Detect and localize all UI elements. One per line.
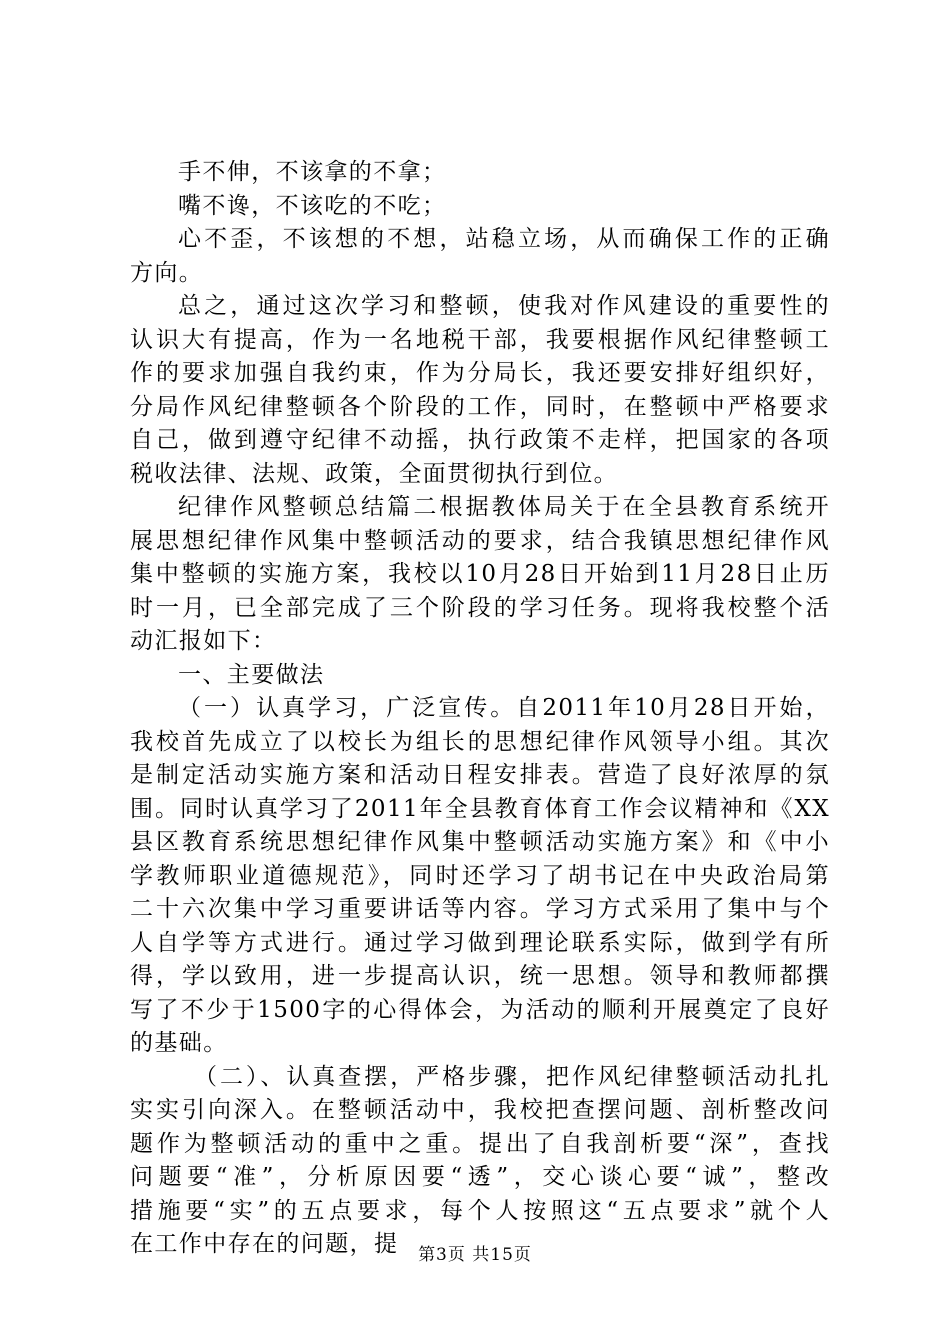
text-line: 的基础。 — [130, 1030, 228, 1056]
page-number-footer: 第3页 共15页 — [418, 1245, 532, 1265]
text-line: 税收法律、法规、政策，全面贯彻执行到位。 — [130, 460, 618, 487]
text-line: 集中整顿的实施方案，我校以10月28日开始到11月28日止历 — [130, 561, 830, 587]
text-line: 时一月，已全部完成了三个阶段的学习任务。现将我校整个活 — [130, 594, 830, 621]
text-line: 纪律作风整顿总结篇二根据教体局关于在全县教育系统开 — [178, 494, 830, 520]
text-line: 措施要“实”的五点要求，每个人按照这“五点要求”就个人 — [130, 1197, 830, 1224]
text-line: 我校首先成立了以校长为组长的思想纪律作风领导小组。其次 — [130, 728, 830, 755]
text-line: 总之，通过这次学习和整顿，使我对作风建设的重要性的 — [178, 293, 830, 319]
text-line: 分局作风纪律整顿各个阶段的工作，同时，在整顿中严格要求 — [130, 393, 830, 420]
text-line: 问题要“准”，分析原因要“透”，交心谈心要“诚”，整改 — [130, 1164, 830, 1190]
text-line: 自己，做到遵守纪律不动摇，执行政策不走样，把国家的各项 — [130, 427, 830, 453]
text-line: （一）认真学习，广泛宣传。自2011年10月28日开始， — [178, 695, 830, 721]
text-line: 实实引向深入。在整顿活动中，我校把查摆问题、剖析整改问 — [130, 1097, 830, 1123]
text-line: 嘴不谗，不该吃的不吃； — [178, 192, 447, 219]
text-line: 方向。 — [130, 259, 204, 286]
document-body — [130, 156, 830, 1262]
text-line: 认识大有提高，作为一名地税干部，我要根据作风纪律整顿工 — [130, 326, 830, 353]
text-line: 人自学等方式进行。通过学习做到理论联系实际，做到学有所 — [130, 929, 830, 956]
text-line: 写了不少于1500字的心得体会，为活动的顺利开展奠定了良好 — [130, 996, 830, 1023]
text-line: （二）、认真查摆，严格步骤，把作风纪律整顿活动扎扎 — [194, 1063, 830, 1090]
text-line: 围。同时认真学习了2011年全县教育体育工作会议精神和《XX — [130, 795, 830, 822]
text-line: 心不歪，不该想的不想，站稳立场，从而确保工作的正确 — [178, 226, 830, 252]
text-line: 作的要求加强自我约束，作为分局长，我还要安排好组织好， — [130, 360, 830, 386]
text-line: 县区教育系统思想纪律作风集中整顿活动实施方案》和《中小 — [130, 829, 830, 855]
text-line: 题作为整顿活动的重中之重。提出了自我剖析要“深”，查找 — [130, 1130, 830, 1157]
text-line: 展思想纪律作风集中整顿活动的要求，结合我镇思想纪律作风 — [130, 527, 830, 554]
text-line: 二十六次集中学习重要讲话等内容。学习方式采用了集中与个 — [130, 896, 830, 922]
text-line: 学教师职业道德规范》，同时还学习了胡书记在中央政治局第 — [130, 862, 830, 889]
section-heading: 一、主要做法 — [178, 661, 325, 688]
text-line: 手不伸，不该拿的不拿； — [178, 159, 447, 185]
text-line: 得，学以致用，进一步提高认识，统一思想。领导和教师都撰 — [130, 963, 830, 989]
text-line: 动汇报如下： — [130, 628, 277, 654]
text-line: 在工作中存在的问题，提 — [130, 1231, 399, 1257]
text-line: 是制定活动实施方案和活动日程安排表。营造了良好浓厚的氛 — [130, 762, 830, 788]
